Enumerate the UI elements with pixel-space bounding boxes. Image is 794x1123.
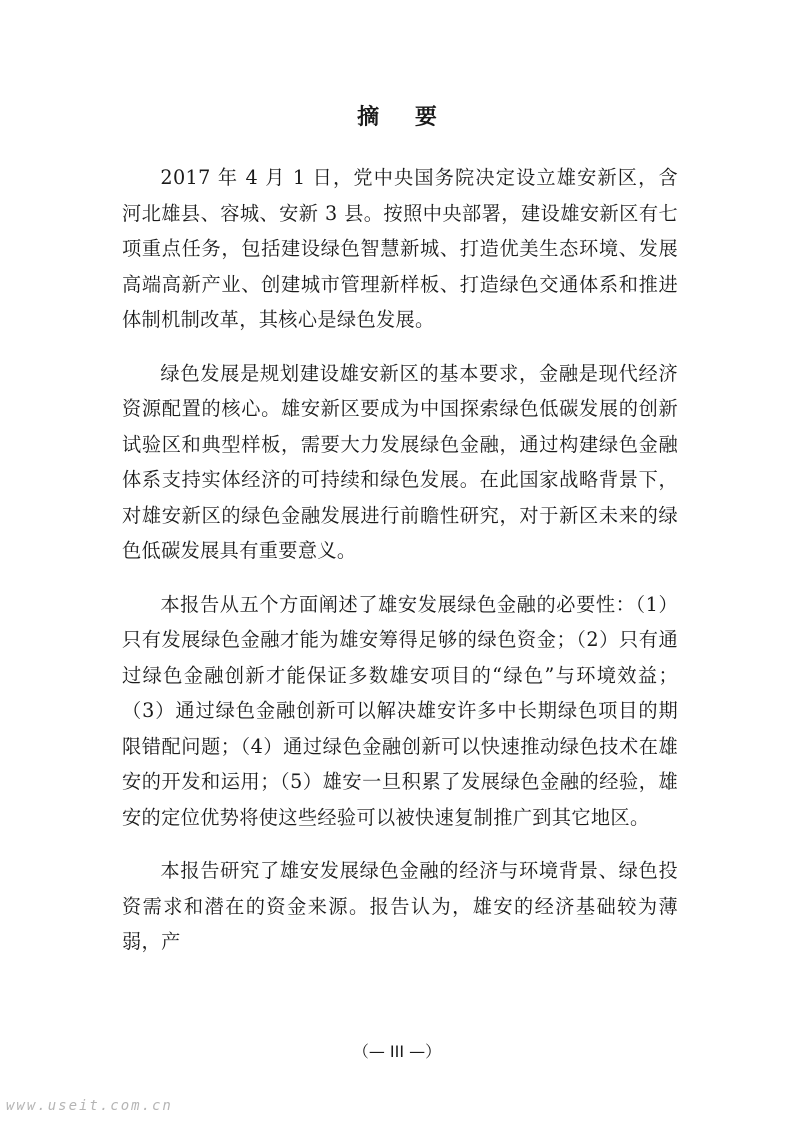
watermark: www.useit.com.cn — [6, 1098, 173, 1114]
page-title: 摘 要 — [357, 105, 451, 130]
page-number: （— III —） — [352, 1042, 442, 1061]
paragraph-1: 2017 年 4 月 1 日，党中央国务院决定设立雄安新区，含河北雄县、容城、安新 3 县。按照中央部署，建设雄安新区有七项重点任务，包括建设绿色智慧新城、打造优美生态环境、发展高端高新产业、创建城市管理新样板、打造绿色交通体系和推进体制机制改革，其核心是绿色发展。 — [122, 166, 678, 331]
paragraph-2: 绿色发展是规划建设雄安新区的基本要求，金融是现代经济资源配置的核心。雄安新区要成为中国探索绿色低碳发展的创新试验区和典型样板，需要大力发展绿色金融，通过构建绿色金融体系支持实体经济的可持续和绿色发展。在此国家战略背景下，对雄安新区的绿色金融发展进行前瞻性研究，对于新区未来的绿色低碳发展具有重要意义。 — [122, 361, 678, 562]
paragraph-3: 本报告从五个方面阐述了雄安发展绿色金融的必要性：（1）只有发展绿色金融才能为雄安筹得足够的绿色资金；（2）只有通过绿色金融创新才能保证多数雄安项目的“绿色”与环境效益；（3）通过绿色金融创新可以解决雄安许多中长期绿色项目的期限错配问题；（4）通过绿色金融创新可以快速推动绿色技术在雄安的开发和运用；（5）雄安一旦积累了发展绿色金融的经验，雄安的定位优势将使这些经验可以被快速复制推广到其它地区。 — [122, 592, 678, 829]
abstract-body — [122, 160, 678, 978]
paragraph-4: 本报告研究了雄安发展绿色金融的经济与环境背景、绿色投资需求和潜在的资金来源。报告认为，雄安的经济基础较为薄弱，产 — [122, 859, 678, 953]
